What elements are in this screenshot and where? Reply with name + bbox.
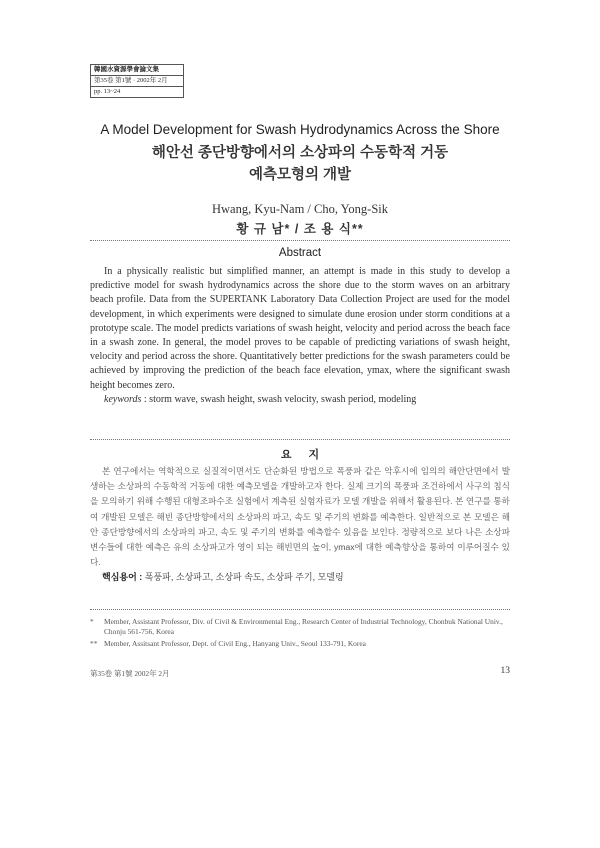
footnote-1-text: Member, Assistant Professor, Div. of Civil & Environmental Eng., Research Center of Industrial Technology, Chonbuk National Univ., Chonju 561-756, Korea [104,617,503,636]
korean-abstract-body [90,464,510,586]
korean-keywords-text: 폭풍파, 소상파고, 소상파 속도, 소상파 주기, 모델링 [144,572,344,583]
korean-abstract-heading: 요 지 [280,449,320,461]
abstract-heading: Abstract [278,247,322,259]
journal-volume-issue: 第35卷 第1號 · 2002年 2月 [91,76,183,87]
journal-name: 韓國水資源學會論文集 [91,65,183,76]
korean-abstract-text: 본 연구에서는 역학적으로 실질적이면서도 단순화된 방법으로 폭풍파 같은 악후시에 임의의 해안단면에서 발생하는 소상파의 수동학적 거동에 대한 예측모델을 개발하고자 한다. 실제 크기의 폭풍파 조건하에서 사구의 침식을 모의하기 위해 수행된 대형조파수조 실험에서 계측된 실험자료가 모델 개발을 위해서 활용된다. 본 연구를 통하여 개발된 모델은 해빈 종단방향에서의 소상파의 파고, 속도 및 주기의 변화를 예측한다. 일반적으로 본 모델은 해안 종단방향에서의 소상파의 파고, 속도 및 주기의 변화를 예측할수 있음을 보인다. 정량적으로 보다 나은 소상파 변수들에 대한 예측은 유의 소상파고가 영이 되는 해빈면의 높이, ymax에 대한 예측향상을 통하여 이루어질수 있다. [90,466,510,568]
korean-keywords-label: 핵심용어 : [102,572,143,583]
footnote-1 [90,617,510,637]
footnote-2-mark: ** [90,639,98,648]
keywords-line [90,393,510,407]
footnotes [90,617,510,651]
page-number: 13 [500,666,510,676]
korean-keywords-line [90,570,510,585]
footnote-2-text: Member, Assitsant Professor, Dept. of Civil Eng., Hanyang Univ., Seoul 133-791, Korea [104,639,366,648]
keywords-text: : storm wave, swash height, swash velocity, swash period, modeling [143,393,417,405]
title-english: A Model Development for Swash Hydrodynamics Across the Shore [100,122,500,137]
divider-top [90,240,510,241]
divider-footnotes [90,609,510,610]
abstract-text: In a physically realistic but simplified manner, an attempt is made in this study to develop a predictive model for swash hydrodynamics across the shore due to the storm waves on an arbitrary beach profile. Data from the SUPERTANK Laboratory Data Collection Project are used for the model development, in which experiments were designed to simulate dune erosion under storm conditions at a prototype scale. The model predicts variations of swash height, velocity and period across the beach face in a swash zone. In general, the model proves to be capable of predicting variations of swash height, velocity and period across the shore. Quantitatively better predictions for the swash parameters could be achieved by improving the prediction of the beach face elevation, ymax, where the significant swash height becomes zero. [90,266,510,391]
journal-info-box [90,64,184,98]
title-korean-line2: 예측모형의 개발 [248,167,352,183]
authors-korean: 황 규 남* / 조 용 식** [236,222,364,236]
footnote-1-mark: * [90,617,94,626]
divider-middle [90,439,510,440]
keywords-label: keywords [104,393,142,405]
footnote-2 [90,639,510,649]
running-footer: 第35卷 第1號 2002年 2月 [90,669,170,678]
abstract-body [90,265,510,407]
title-korean-line1: 해안선 종단방향에서의 소상파의 수동학적 거동 [151,145,449,161]
authors-english: Hwang, Kyu-Nam / Cho, Yong-Sik [211,202,389,216]
journal-pages: pp. 13~24 [94,88,121,95]
